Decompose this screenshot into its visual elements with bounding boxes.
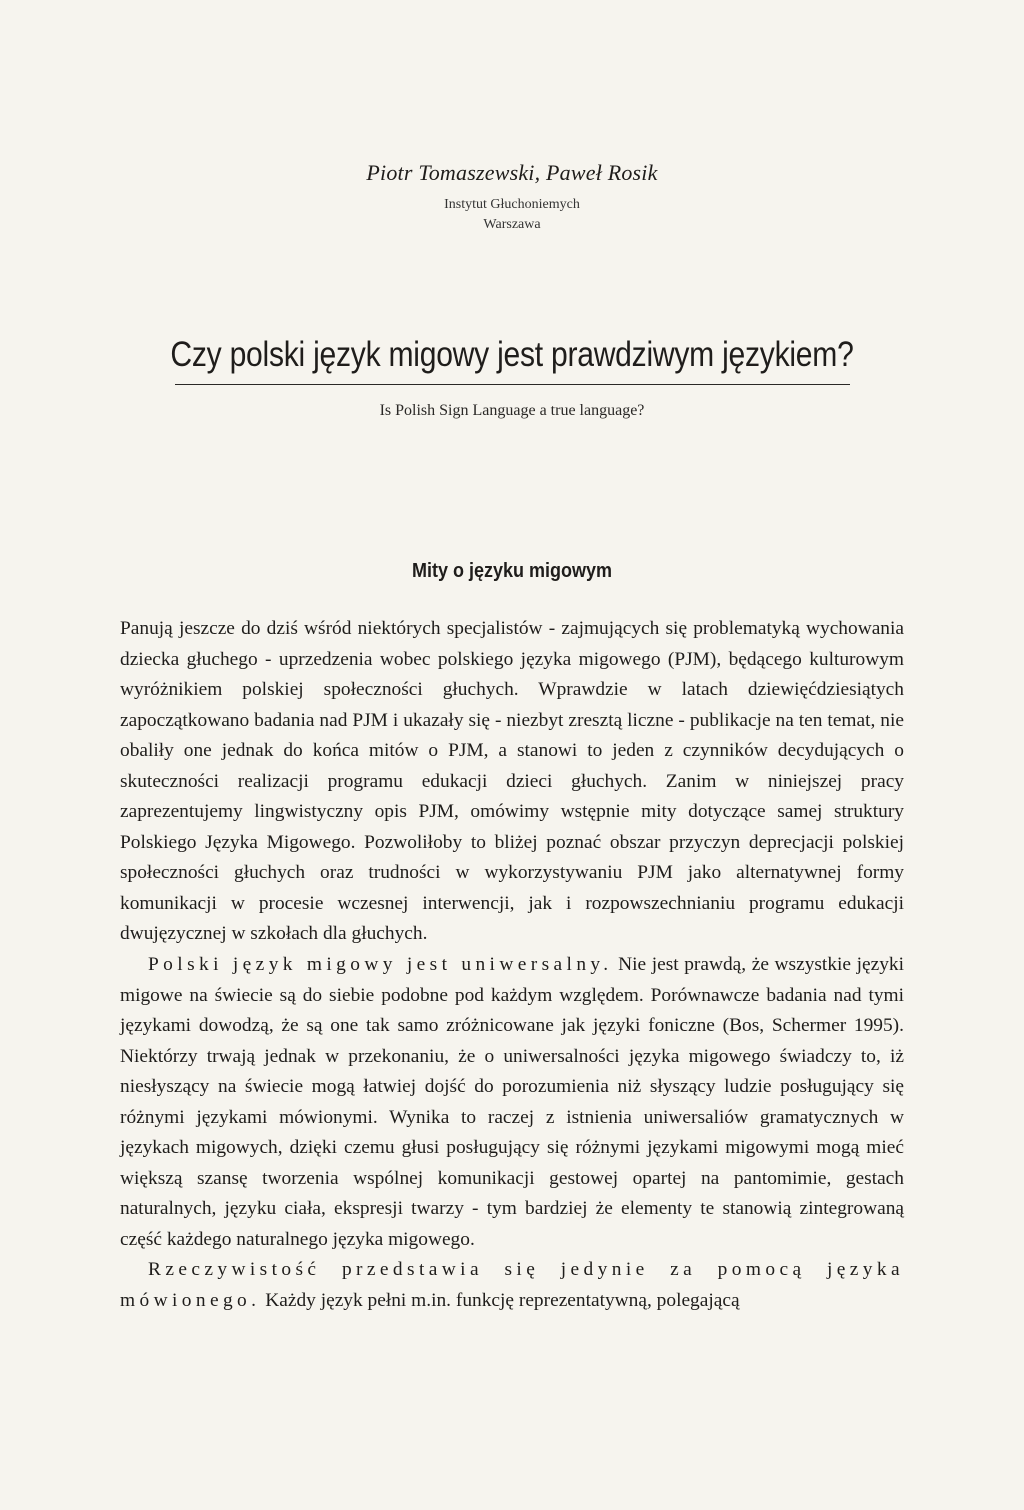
body-text	[120, 614, 904, 1317]
paragraph-3-lead: Rzeczywistość przedstawia się jedynie za pomocą języka mówionego.	[120, 1259, 904, 1312]
paragraph-3-text: Każdy język pełni m.in. funkcję reprezentatywną, polegającą	[260, 1290, 740, 1312]
affiliation-institute: Instytut Głuchoniemych	[444, 197, 580, 212]
author-names: Piotr Tomaszewski, Paweł Rosik	[366, 160, 658, 185]
article-subtitle: Is Polish Sign Language a true language?	[379, 402, 645, 419]
affiliation-city: Warszawa	[483, 217, 541, 232]
paragraph-2-lead: Polski język migowy jest uniwersalny.	[148, 954, 613, 976]
paragraph-2	[120, 950, 904, 1255]
section-heading: Mity o języku migowym	[411, 560, 613, 582]
paragraph-1: Panują jeszcze do dziś wśród niektórych specjalistów - zajmujących się problematyką wychowania dziecka głuchego - uprzedzenia wobec polskiego języka migowego (PJM), będącego kulturowym wyróżnikiem polskiej społeczności głuchych. Wprawdzie w latach dziewięćdziesiątych zapoczątkowano badania nad PJM i ukazały się - niezbyt zresztą liczne - publikacje na ten temat, nie obaliły one jednak do końca mitów o PJM, a stanowi to jeden z czynników decydujących o skuteczności realizacji programu edukacji dzieci głuchych. Zanim w niniejszej pracy zaprezentujemy lingwistyczny opis PJM, omówimy wstępnie mity dotyczące samej struktury Polskiego Języka Migowego. Pozwoliłoby to bliżej poznać obszar przyczyn deprecjacji polskiej społeczności głuchych oraz trudności w wykorzystywaniu PJM jako alternatywnej formy komunikacji w procesie wczesnej interwencji, jak i rozpowszechnianiu programu edukacji dwujęzycznej w szkołach dla głuchych.	[120, 618, 904, 945]
article-title: Czy polski język migowy jest prawdziwym językiem?	[170, 335, 854, 374]
paragraph-3	[120, 1255, 904, 1316]
paragraph-2-text: Nie jest prawdą, że wszystkie języki migowe na świecie są do siebie podobne pod każdym względem. Porównawcze badania nad tymi językami dowodzą, że są one tak samo zróżnicowane jak języki foniczne (Bos, Schermer 1995). Niektórzy trwają jednak w przekonaniu, że o uniwersalności języka migowego świadczy to, iż niesłyszący na świecie mogą łatwiej dojść do porozumienia niż słyszący ludzie posługujący się różnymi językami mówionymi. Wynika to raczej z istnienia uniwersaliów gramatycznych w językach migowych, dzięki czemu głusi posługujący się różnymi językami migowymi mogą mieć większą szansę tworzenia wspólnej komunikacji gestowej opartej na pantomimie, gestach naturalnych, języku ciała, ekspresji twarzy - tym bardziej że elementy te stanowią zintegrowaną część każdego naturalnego języka migowego.	[120, 954, 904, 1250]
title-divider	[175, 384, 850, 385]
